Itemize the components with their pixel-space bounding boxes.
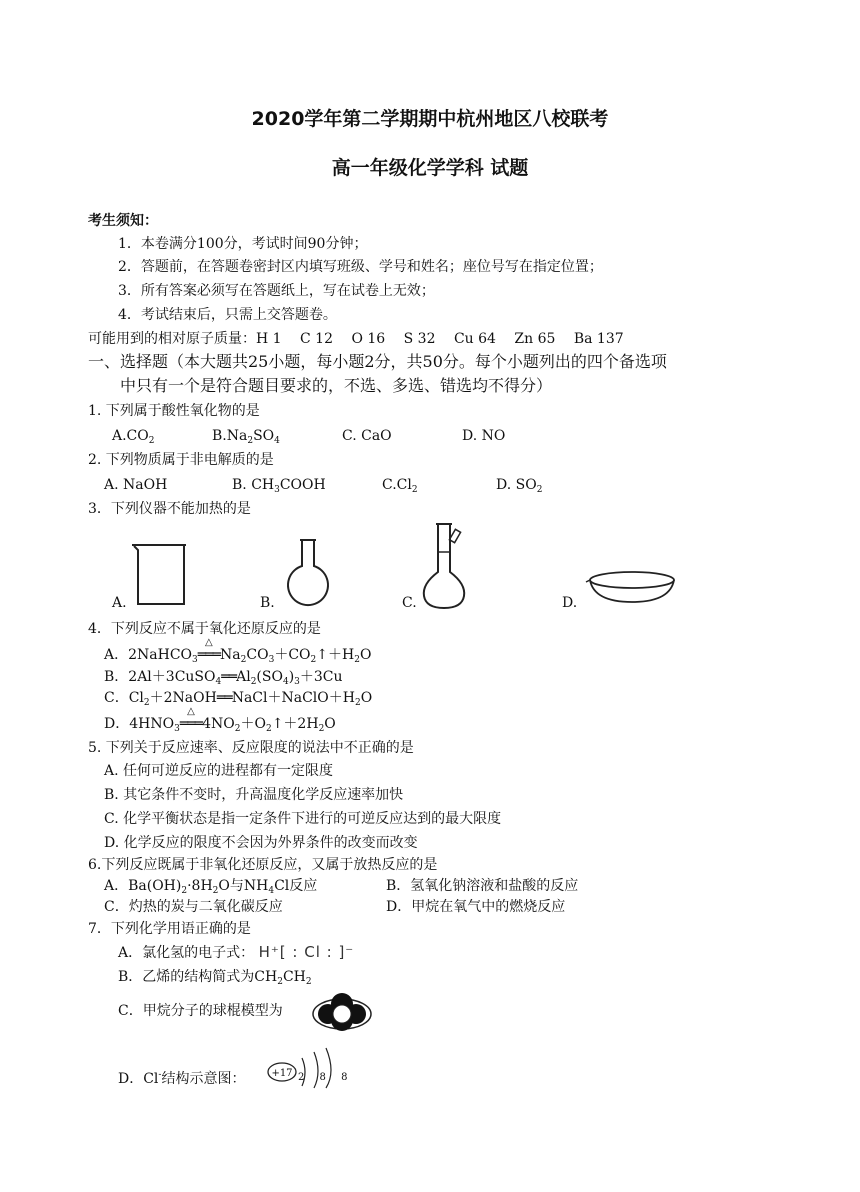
q1-option-c: C. CaO: [342, 428, 392, 444]
volumetric-flask-icon: [418, 522, 470, 612]
q2-option-d: D. $SO_2$: [496, 477, 543, 495]
q4-option-b: B．$2Al+3CuSO_4══Al_2(SO_4)_3+3Cu$: [104, 669, 343, 687]
q3-option-c-label: C.: [402, 595, 417, 611]
exam-title: 2020学年第二学期期中杭州地区八校联考: [251, 108, 609, 130]
notice-item-4: 4．考试结束后，只需上交答题卷。: [118, 307, 337, 323]
q4-option-c: C．$Cl_2+2NaOH══NaCl+NaClO+H_2O$: [104, 690, 373, 708]
q6-option-b: B．氢氧化钠溶液和盐酸的反应: [386, 878, 579, 894]
atomic-mass-line: 可能用到的相对原子质量：H 1 C 12 O 16 S 32 Cu 64 Zn 65 Ba 137: [88, 331, 624, 347]
round-bottom-flask-icon: [280, 538, 336, 610]
q7-option-d: D．Cl-结构示意图：: [118, 1070, 246, 1087]
q1-option-d: D. NO: [462, 428, 506, 444]
q3-option-a-label: A.: [112, 595, 127, 611]
q5-option-a: A. 任何可逆反应的进程都有一定限度: [104, 763, 334, 779]
q4-stem: 4．下列反应不属于氧化还原反应的是: [88, 621, 321, 637]
q6-option-a: A．$Ba(OH)_2\cdot 8H_2O$与$NH_4Cl$反应: [104, 878, 318, 896]
electron-shells: 2 8 8: [298, 1072, 354, 1083]
q5-stem: 5. 下列关于反应速率、反应限度的说法中不正确的是: [88, 740, 414, 756]
chlorine-ion-structure-icon: [266, 1042, 354, 1088]
q3-option-b-label: B.: [260, 595, 275, 611]
q4-option-a: A．2NaHCO$_3$ △ $═══Na_2CO_3+CO_2↑+H_2O$: [104, 646, 371, 669]
section1-instructions-line1: 一、选择题（本大题共25小题，每小题2分，共50分。每个小题列出的四个备选项: [88, 352, 667, 371]
q5-option-c: C. 化学平衡状态是指一定条件下进行的可逆反应达到的最大限度: [104, 811, 502, 827]
q1-option-a: $A.CO_2$: [112, 428, 155, 446]
q2-stem: 2. 下列物质属于非电解质的是: [88, 452, 274, 468]
evaporating-dish-icon: [586, 568, 678, 608]
methane-model-icon: [310, 990, 374, 1034]
nucleus-charge: +17: [271, 1068, 293, 1079]
q7-option-c: C．甲烷分子的球棍模型为: [118, 1003, 283, 1019]
q1-stem: 1. 下列属于酸性氧化物的是: [88, 403, 260, 419]
q4-option-d: D．$4HNO_3$ △ $═══4NO_2+O_2↑+2H_2O$: [104, 715, 336, 738]
notice-item-3: 3．所有答案必须写在答题纸上，写在试卷上无效；: [118, 283, 435, 299]
q7-option-a: A．氯化氢的电子式： H⁺[ : Cl : ]⁻: [118, 943, 355, 961]
q2-option-c: $C.Cl_2$: [382, 477, 418, 495]
q3-stem: 3．下列仪器不能加热的是: [88, 501, 251, 517]
q5-option-b: B. 其它条件不变时，升高温度化学反应速率加快: [104, 787, 404, 803]
q1-option-b: $B.Na_2SO_4$: [212, 428, 280, 446]
q7-stem: 7．下列化学用语正确的是: [88, 921, 251, 937]
q6-option-d: D．甲烷在氧气中的燃烧反应: [386, 899, 566, 915]
q6-option-c: C．灼热的炭与二氧化碳反应: [104, 899, 283, 915]
q5-option-d: D. 化学反应的限度不会因为外界条件的改变而改变: [104, 835, 418, 851]
heat-symbol: △: [205, 637, 213, 648]
q7-option-b: B．乙烯的结构简式为$CH_2CH_2$: [118, 969, 312, 987]
notice-item-1: 1．本卷满分100分，考试时间90分钟；: [118, 236, 368, 252]
heat-symbol: △: [187, 706, 195, 717]
q6-stem: 6.下列反应既属于非氧化还原反应，又属于放热反应的是: [88, 857, 438, 873]
section1-instructions-line2: 中只有一个是符合题目要求的，不选、多选、错选均不得分）: [120, 376, 553, 395]
beaker-icon: [128, 540, 194, 610]
notice-item-2: 2．答题前，在答题卷密封区内填写班级、学号和姓名；座位号写在指定位置；: [118, 259, 603, 275]
exam-subtitle: 高一年级化学学科 试题: [331, 157, 529, 179]
q2-option-a: A. NaOH: [104, 477, 168, 493]
q2-option-b: B. $CH_3COOH$: [232, 477, 326, 495]
hcl-electron-formula: H⁺[ : Cl : ]⁻: [258, 943, 355, 961]
q3-option-d-label: D.: [562, 595, 578, 611]
notice-heading: 考生须知：: [88, 213, 158, 229]
